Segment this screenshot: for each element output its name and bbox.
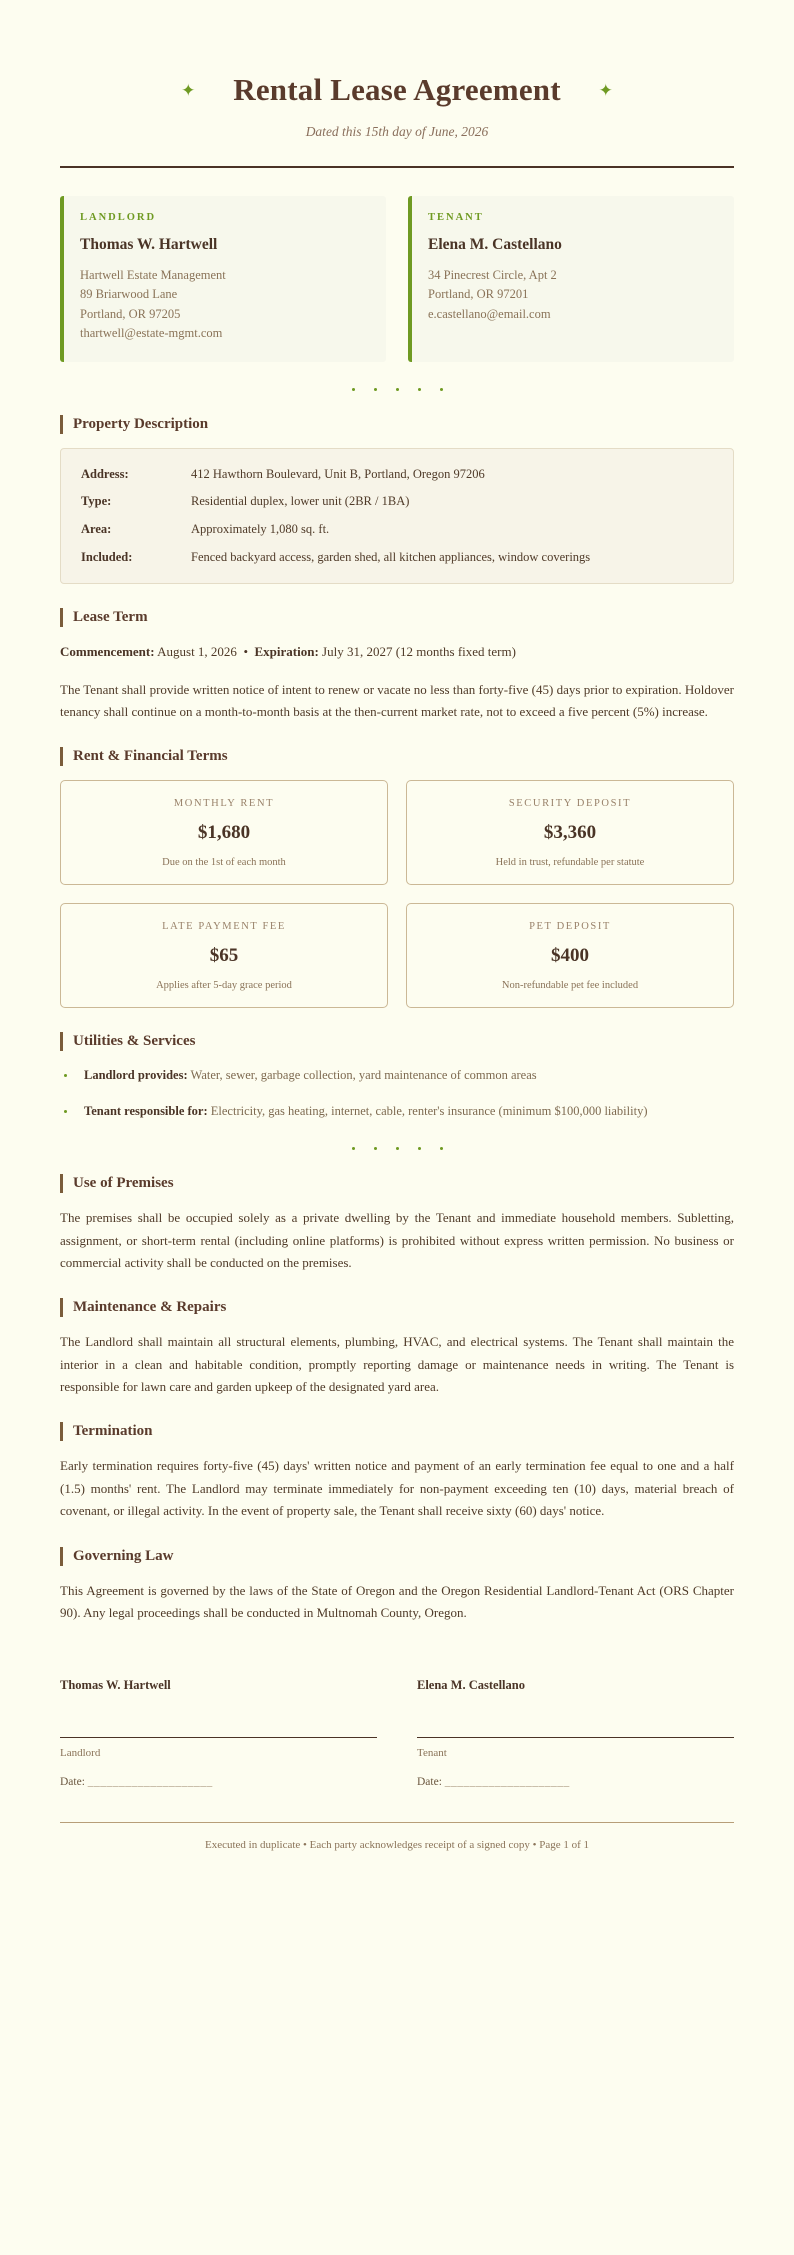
financial-card-security-deposit (406, 780, 734, 885)
signature-printed-name-tenant: Elena M. Castellano (417, 1678, 525, 1693)
section-title: Termination (73, 1423, 153, 1440)
date-label: Date: (60, 1776, 85, 1789)
clause-paragraph-governing-law: This Agreement is governed by the laws of the State of Oregon and the Oregon Residential Landlord-Tenant Act (ORS Chapter 90). Any legal proceedings shall be conducted in Multnomah County, Oregon. (60, 1582, 734, 1620)
landlord-name: Thomas W. Hartwell (80, 236, 218, 253)
divider-dot (374, 1147, 377, 1150)
section-heading-use-of-premises (60, 1174, 734, 1193)
signature-block-tenant (417, 1678, 734, 1788)
divider-dot (352, 1147, 355, 1150)
financial-card-late-payment-fee (60, 903, 388, 1008)
landlord-contact (80, 266, 368, 344)
signature-line-landlord[interactable] (60, 1693, 377, 1738)
financial-card-note: Due on the 1st of each month (162, 857, 286, 869)
lease-term-paragraph: The Tenant shall provide written notice of intent to renew or vacate no less than forty-five (45) days prior to expiration. Holdover tenancy shall continue on a month-to-month basis at the then-current market rate, not to exceed a five percent (5%) increase. (60, 681, 734, 719)
heading-accent-bar (60, 608, 63, 627)
utilities-item-label: Landlord provides: (84, 1068, 188, 1083)
tenant-contact (428, 266, 716, 324)
divider-dot (352, 388, 355, 391)
signature-printed-name-landlord: Thomas W. Hartwell (60, 1678, 171, 1693)
footer-divider (60, 1822, 734, 1823)
landlord-role-label: LANDLORD (80, 212, 157, 223)
spark-icon-left: ✦ (181, 80, 196, 100)
tenant-name: Elena M. Castellano (428, 236, 562, 253)
list-item (60, 1065, 734, 1085)
bullet-separator: • (243, 643, 248, 659)
footer-note: Executed in duplicate • Each party acknowledges receipt of a signed copy • Page 1 of 1 (204, 1839, 589, 1852)
tenant-email: e.castellano@email.com (428, 306, 551, 321)
clause-paragraph-termination: Early termination requires forty-five (45) days' written notice and payment of an early termination fee equal to one and a half (1.5) months' rent. The Landlord may terminate immediately for non-payment exceeding ten (10) days, material breach of covenant, or illegal activity. In the event of property sale, the Tenant shall receive sixty (60) days' notice. (60, 1458, 734, 1519)
signature-date-tenant[interactable] (417, 1776, 734, 1788)
date-label: Date: (417, 1776, 442, 1789)
financial-card-value: $65 (209, 945, 239, 967)
property-value: Approximately 1,080 sq. ft. (191, 522, 330, 536)
section-heading-property-description (60, 415, 734, 434)
heading-accent-bar (60, 1174, 63, 1193)
heading-accent-bar (60, 747, 63, 766)
section-title: Governing Law (73, 1547, 174, 1564)
financial-cards-grid (60, 780, 734, 1008)
landlord-street: 89 Briarwood Lane (80, 287, 178, 302)
expiration-label: Expiration: (254, 643, 319, 659)
divider-dot (440, 1147, 443, 1150)
signature-date-landlord[interactable] (60, 1776, 377, 1788)
section-title: Utilities & Services (73, 1033, 196, 1050)
date-blank: ____________________ (444, 1776, 570, 1789)
section-title: Use of Premises (73, 1175, 174, 1192)
signature-section (60, 1678, 734, 1788)
divider-dot (396, 1147, 399, 1150)
signature-role-tenant: Tenant (417, 1747, 447, 1760)
section-title: Maintenance & Repairs (73, 1299, 227, 1316)
section-heading-maintenance-repairs (60, 1298, 734, 1317)
parties-section (60, 196, 734, 362)
financial-card-note: Applies after 5-day grace period (156, 980, 292, 992)
utilities-item-label: Tenant responsible for: (84, 1104, 208, 1119)
landlord-card (60, 196, 386, 362)
commencement-value: August 1, 2026 (157, 643, 237, 659)
section-title: Property Description (73, 415, 209, 432)
landlord-company: Hartwell Estate Management (80, 268, 226, 282)
tenant-street: 34 Pinecrest Circle, Apt 2 (428, 268, 557, 282)
financial-card-value: $1,680 (197, 822, 251, 844)
divider-dot (374, 388, 377, 391)
section-heading-governing-law (60, 1547, 734, 1566)
section-heading-lease-term (60, 608, 734, 627)
title-row (60, 72, 734, 108)
dot-divider (60, 1147, 734, 1150)
document-date-subtitle: Dated this 15th day of June, 2026 (305, 124, 489, 139)
financial-card-label: PET DEPOSIT (529, 921, 611, 933)
property-label: Included: (81, 549, 133, 564)
clause-paragraph-use-of-premises: The premises shall be occupied solely as a private dwelling by the Tenant and immediate household members. Subletting, assignment, or short-term rental (including online platforms) is prohibited without express written permission. No business or commercial activity shall be conducted on the premises. (60, 1210, 734, 1271)
property-value: 412 Hawthorn Boulevard, Unit B, Portland, Oregon 97206 (191, 466, 485, 481)
heading-accent-bar (60, 1422, 63, 1441)
financial-card-value: $3,360 (543, 822, 597, 844)
list-item (60, 1101, 734, 1121)
heading-accent-bar (60, 1547, 63, 1566)
date-blank: ____________________ (87, 1776, 213, 1789)
financial-card-value: $400 (551, 945, 589, 967)
utilities-item-value: Electricity, gas heating, internet, cable, renter's insurance (minimum $100,000 liability) (210, 1104, 648, 1119)
clause-paragraph-maintenance-repairs: The Landlord shall maintain all structural elements, plumbing, HVAC, and electrical systems. The Tenant shall maintain the interior in a clean and habitable condition, promptly reporting damage or maintenance needs in writing. The Tenant is responsible for lawn care and garden upkeep of the designated yard area. (60, 1334, 734, 1395)
section-heading-termination (60, 1422, 734, 1441)
tenant-role-label: TENANT (428, 212, 484, 223)
header-divider (60, 166, 734, 168)
property-row (81, 548, 713, 567)
property-label: Address: (81, 466, 129, 481)
property-value: Residential duplex, lower unit (2BR / 1BA) (191, 494, 410, 509)
spark-icon-right: ✦ (598, 80, 613, 100)
property-value: Fenced backyard access, garden shed, all kitchen appliances, window coverings (191, 549, 591, 564)
heading-accent-bar (60, 1298, 63, 1317)
section-heading-utilities-services (60, 1032, 734, 1051)
divider-dot (396, 388, 399, 391)
expiration-value: July 31, 2027 (12 months fixed term) (322, 643, 516, 659)
section-title: Lease Term (73, 608, 148, 625)
property-row (81, 492, 713, 511)
divider-dot (440, 388, 443, 391)
signature-block-landlord (60, 1678, 377, 1788)
section-heading-rent-financial-terms (60, 747, 734, 766)
section-title: Rent & Financial Terms (73, 748, 228, 765)
property-label: Type: (81, 494, 112, 509)
property-label: Area: (81, 522, 112, 536)
page-title: Rental Lease Agreement (233, 72, 561, 107)
divider-dot (418, 1147, 421, 1150)
tenant-city-state-zip: Portland, OR 97201 (428, 287, 529, 302)
tenant-card (408, 196, 734, 362)
financial-card-label: MONTHLY RENT (173, 798, 275, 810)
financial-card-note: Non-refundable pet fee included (501, 980, 639, 992)
document-header (60, 56, 734, 140)
dot-divider (60, 388, 734, 391)
financial-card-pet-deposit (406, 903, 734, 1008)
financial-card-label: LATE PAYMENT FEE (162, 921, 286, 933)
heading-accent-bar (60, 1032, 63, 1051)
landlord-email: thartwell@estate-mgmt.com (80, 326, 223, 341)
heading-accent-bar (60, 415, 63, 434)
landlord-city-state-zip: Portland, OR 97205 (80, 306, 181, 321)
commencement-label: Commencement: (60, 643, 155, 659)
property-row (81, 520, 713, 539)
financial-card-label: SECURITY DEPOSIT (508, 798, 632, 810)
document-sheet (28, 36, 766, 1877)
divider-dot (418, 388, 421, 391)
property-details-box (60, 448, 734, 584)
financial-card-monthly-rent (60, 780, 388, 885)
financial-card-note: Held in trust, refundable per statute (495, 857, 645, 869)
signature-role-landlord: Landlord (60, 1747, 101, 1760)
utilities-list (60, 1065, 734, 1121)
lease-term-dates (60, 641, 734, 663)
property-row (81, 465, 713, 484)
signature-line-tenant[interactable] (417, 1693, 734, 1738)
utilities-item-value: Water, sewer, garbage collection, yard maintenance of common areas (190, 1068, 537, 1083)
